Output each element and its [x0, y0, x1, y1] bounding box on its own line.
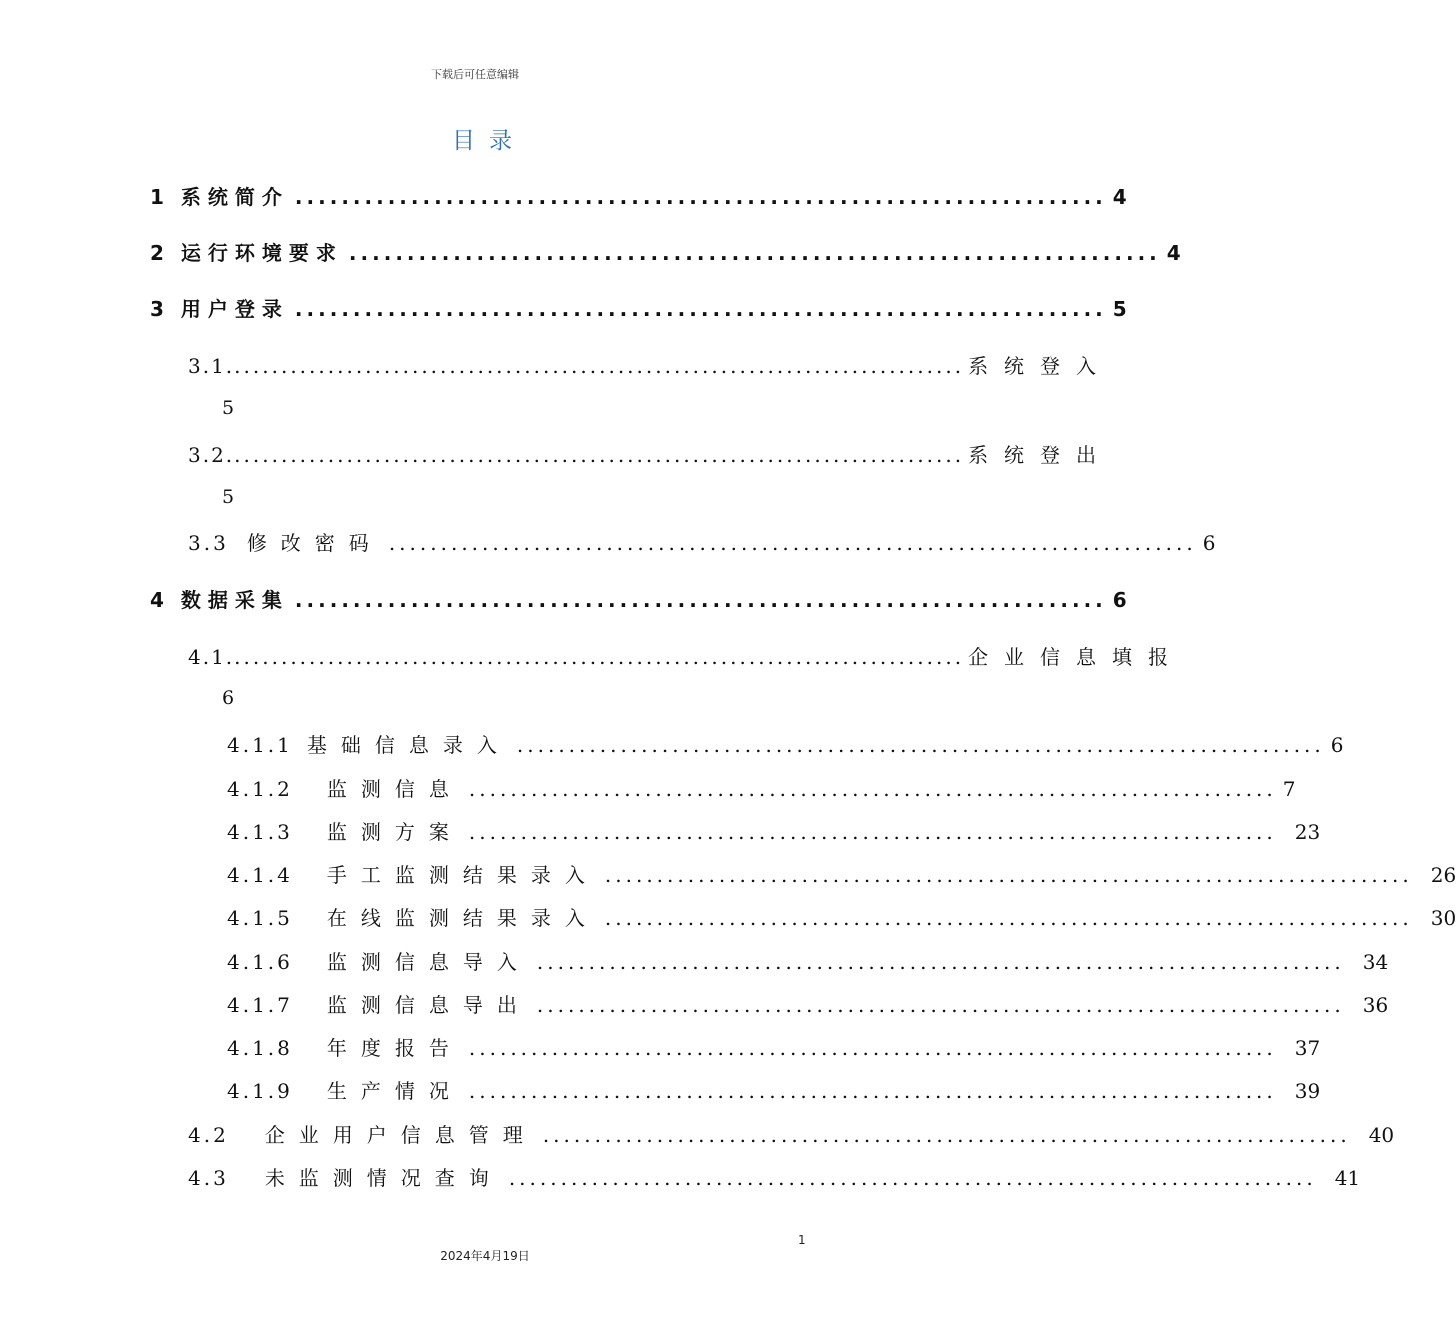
toc-entry[interactable] [188, 527, 1216, 556]
toc-entry-page: 7 [1282, 777, 1296, 801]
toc-entry-page: 6 [222, 687, 235, 709]
toc-leader-dots: .............................................................................. [234, 443, 965, 467]
toc-entry-title: 修改密码 [246, 531, 383, 555]
toc-entry-page: 36 [1362, 993, 1389, 1017]
toc-entry-title: 手工监测结果录入 [326, 863, 599, 887]
toc-entry[interactable] [188, 439, 1113, 468]
toc-entry-number: 4 [150, 588, 171, 612]
toc-entry-title: 基础信息录入 [306, 733, 511, 757]
toc-leader-dots: ...................................................................... [348, 241, 1161, 265]
toc-entry-page: 30 [1430, 906, 1456, 930]
toc-entry[interactable] [227, 773, 1296, 802]
toc-entry-page: 34 [1362, 950, 1389, 974]
toc-entry[interactable] [227, 1032, 1321, 1061]
toc-leader-dots: .............................................................................. [508, 1166, 1317, 1190]
toc-leader-dots: .............................................................................. [234, 354, 965, 378]
toc-entry-page: 26 [1430, 863, 1456, 887]
toc-entry-number: 2 [150, 241, 171, 265]
toc-entry[interactable] [227, 859, 1456, 888]
toc-entry-number: 4.1.1 [227, 733, 293, 757]
toc-entry-number: 3.1. [188, 354, 235, 378]
footer-date: 2024年4月19日 [440, 1249, 530, 1263]
toc-entry-page: 5 [1112, 297, 1127, 321]
toc-leader-dots: .............................................................................. [468, 820, 1277, 844]
toc-leader-dots: .............................................................................. [468, 1036, 1277, 1060]
toc-title: 目录 [452, 128, 526, 154]
toc-entry-number: 4.1.3 [227, 820, 293, 844]
toc-entry-number: 3 [150, 297, 171, 321]
toc-leader-dots: .............................................................................. [536, 950, 1345, 974]
toc-leader-dots: .............................................................................. [388, 531, 1197, 555]
toc-entry-title: 系统登入 [968, 354, 1113, 378]
toc-entry-title: 企业信息填报 [968, 645, 1185, 669]
toc-entry-number: 4.2 [188, 1123, 229, 1147]
toc-entry-page: 6 [1330, 733, 1344, 757]
toc-entry[interactable] [227, 902, 1456, 931]
toc-entry[interactable] [188, 641, 1185, 670]
header-note: 下载后可任意编辑 [431, 68, 519, 81]
toc-entry-title: 生产情况 [326, 1079, 463, 1103]
toc-entry[interactable] [150, 237, 1181, 266]
toc-leader-dots: ...................................................................... [294, 297, 1107, 321]
toc-entry-page: 40 [1368, 1123, 1395, 1147]
toc-entry-page: 4 [1112, 185, 1127, 209]
toc-entry-page: 6 [1112, 588, 1127, 612]
toc-leader-dots: ...................................................................... [294, 588, 1107, 612]
toc-entry[interactable] [188, 1162, 1361, 1191]
toc-entry-title: 监测信息 [326, 777, 463, 801]
toc-entry-page: 37 [1294, 1036, 1321, 1060]
toc-entry-title: 用户登录 [180, 297, 289, 321]
toc-entry-title: 运行环境要求 [180, 241, 343, 265]
toc-entry-page: 5 [222, 486, 235, 508]
toc-entry-number: 4.1.7 [227, 993, 293, 1017]
toc-entry-title: 企业用户信息管理 [264, 1123, 537, 1147]
toc-entry[interactable] [188, 1119, 1395, 1148]
toc-entry-title: 在线监测结果录入 [326, 906, 599, 930]
toc-entry-page: 39 [1294, 1079, 1321, 1103]
toc-entry[interactable] [227, 816, 1321, 845]
toc-entry-title: 监测信息导入 [326, 950, 531, 974]
toc-leader-dots: .............................................................................. [604, 863, 1413, 887]
footer-page-number: 1 [798, 1233, 806, 1247]
toc-entry[interactable] [150, 584, 1127, 613]
toc-entry-title: 系统简介 [180, 185, 289, 209]
toc-entry-number: 4.1.9 [227, 1079, 293, 1103]
toc-entry-page: 5 [222, 397, 235, 419]
toc-leader-dots: ...................................................................... [294, 185, 1107, 209]
toc-entry-title: 年度报告 [326, 1036, 463, 1060]
toc-entry-number: 4.1. [188, 645, 235, 669]
toc-entry[interactable] [227, 729, 1344, 758]
toc-entry-title: 数据采集 [180, 588, 289, 612]
toc-leader-dots: .............................................................................. [234, 645, 965, 669]
toc-entry-page: 6 [1202, 531, 1216, 555]
toc-entry[interactable] [227, 946, 1389, 975]
toc-entry[interactable] [150, 181, 1127, 210]
toc-leader-dots: .............................................................................. [542, 1123, 1351, 1147]
toc-entry[interactable] [227, 989, 1389, 1018]
toc-leader-dots: .............................................................................. [468, 777, 1277, 801]
toc-leader-dots: .............................................................................. [536, 993, 1345, 1017]
toc-entry-number: 4.1.6 [227, 950, 293, 974]
toc-entry-number: 4.3 [188, 1166, 229, 1190]
toc-entry-title: 监测信息导出 [326, 993, 531, 1017]
toc-entry[interactable] [188, 350, 1113, 379]
toc-entry-number: 4.1.2 [227, 777, 293, 801]
toc-leader-dots: .............................................................................. [468, 1079, 1277, 1103]
toc-leader-dots: .............................................................................. [604, 906, 1413, 930]
toc-entry-number: 3.2. [188, 443, 235, 467]
toc-entry-title: 监测方案 [326, 820, 463, 844]
toc-entry-page: 41 [1334, 1166, 1361, 1190]
toc-entry-number: 4.1.8 [227, 1036, 293, 1060]
toc-leader-dots: .............................................................................. [516, 733, 1325, 757]
toc-entry-page: 23 [1294, 820, 1321, 844]
toc-entry-page: 4 [1166, 241, 1181, 265]
toc-entry-number: 4.1.5 [227, 906, 293, 930]
toc-entry-title: 未监测情况查询 [264, 1166, 503, 1190]
toc-entry[interactable] [150, 293, 1127, 322]
toc-entry-number: 1 [150, 185, 171, 209]
toc-entry-title: 系统登出 [968, 443, 1113, 467]
toc-entry[interactable] [227, 1075, 1321, 1104]
toc-entry-number: 3.3 [188, 531, 229, 555]
toc-entry-number: 4.1.4 [227, 863, 293, 887]
